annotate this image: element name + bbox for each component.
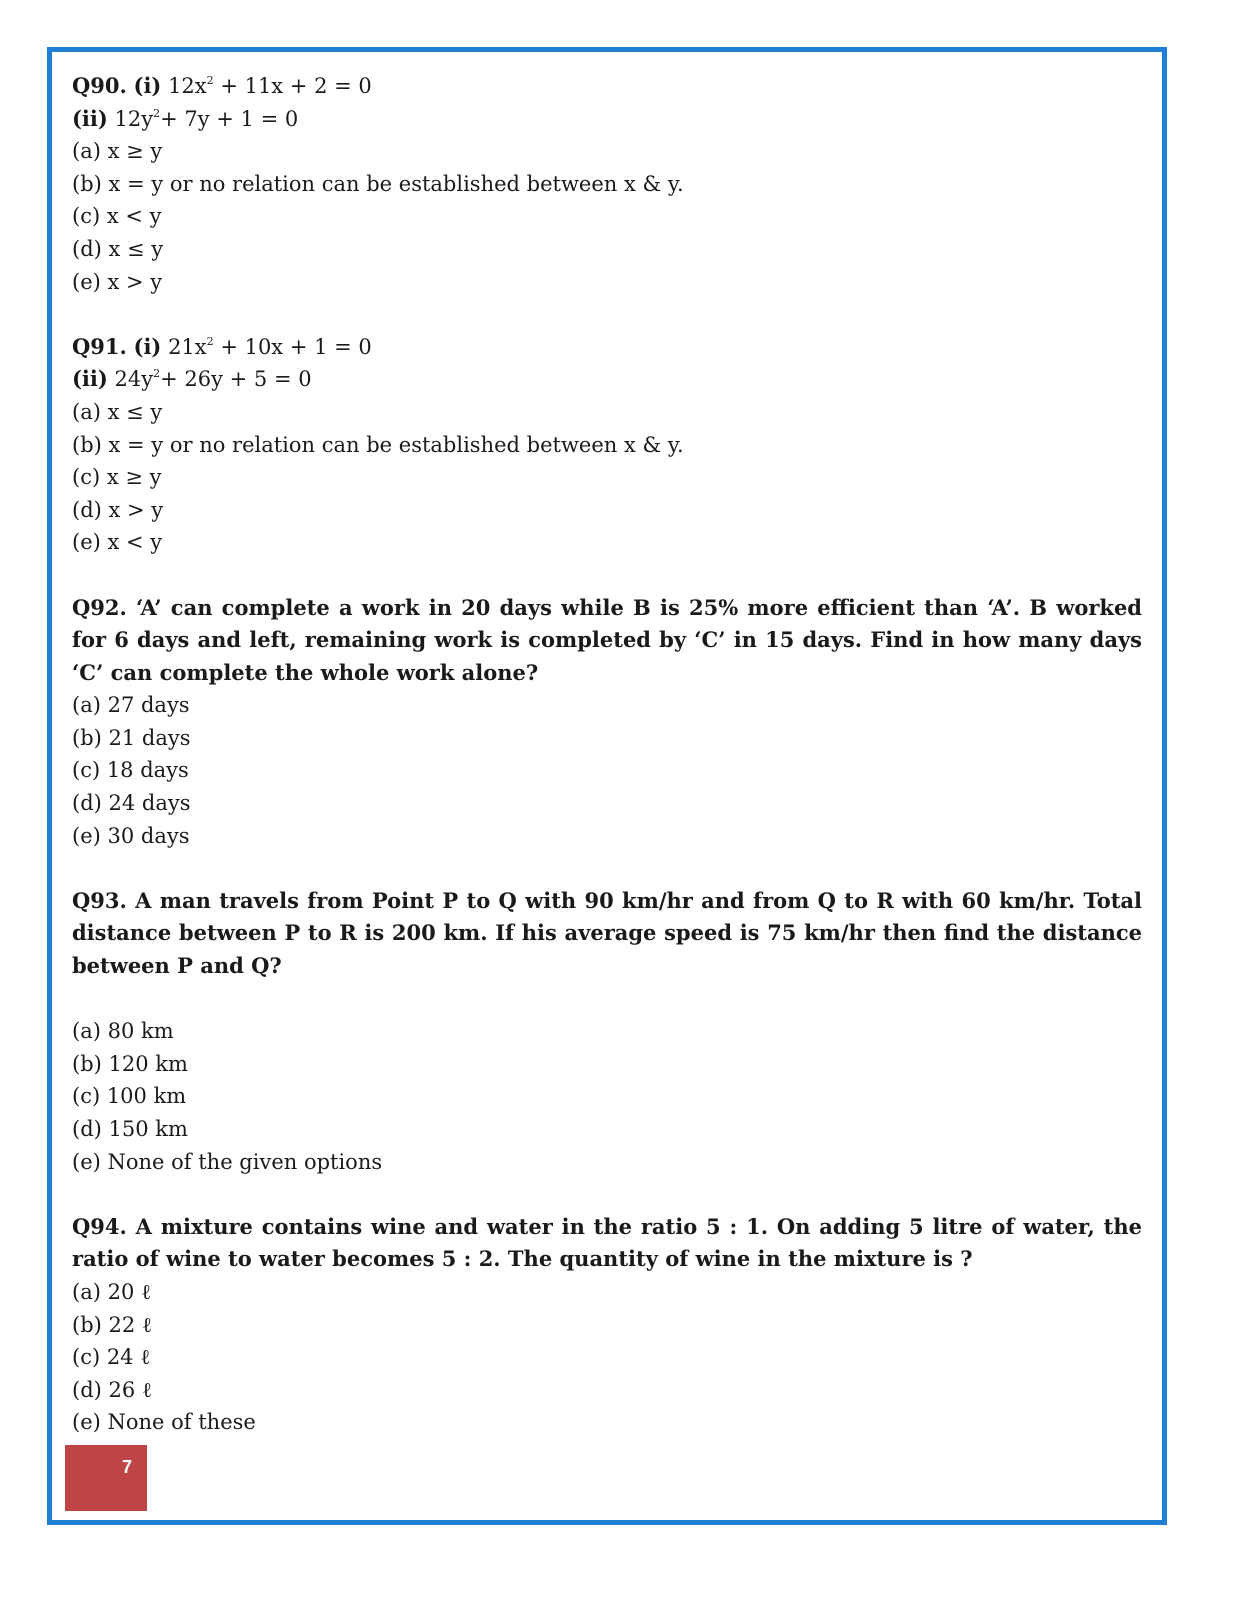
q91-option-a: (a) x ≤ y	[72, 399, 163, 424]
q91-eq2-label: (ii)	[72, 366, 108, 392]
q90-eq2-label: (ii)	[72, 105, 108, 131]
q91-equation-2	[72, 363, 1142, 396]
q90-eq2-term: 12y	[114, 106, 154, 131]
q90-eq1-label: (i)	[133, 73, 162, 98]
q90-eq2-exponent: 2	[153, 106, 161, 120]
q93-option-e: (e) None of the given options	[72, 1149, 383, 1174]
q94-text	[72, 1211, 1142, 1276]
question-90	[72, 70, 1142, 298]
q92-number: Q92.	[72, 594, 127, 620]
q94-option-a: (a) 20 ℓ	[72, 1279, 152, 1304]
q93-text	[72, 885, 1142, 983]
q94-prompt: A mixture contains wine and water in the ratio 5 : 1. On adding 5 litre of water, the ratio of wine to water becomes 5 : 2. The quantity of wine in the mixture is ?	[72, 1213, 1143, 1272]
q90-equation-1	[72, 70, 1142, 103]
q92-option-e: (e) 30 days	[72, 823, 190, 848]
question-93	[72, 885, 1142, 1178]
q90-eq1-term: 12x	[168, 74, 207, 98]
q93-option-d: (d) 150 km	[72, 1117, 188, 1141]
q93-option-a: (a) 80 km	[72, 1019, 174, 1044]
q92-text	[72, 592, 1142, 690]
q93-prompt: A man travels from Point P to Q with 90 km/hr and from Q to R with 60 km/hr. Total distance between P to R is 200 km. If his average speed is 75 km/hr then find the distance between P and Q?	[72, 887, 1142, 979]
page-number-box	[65, 1445, 147, 1511]
q94-number: Q94.	[72, 1213, 127, 1239]
question-94	[72, 1211, 1142, 1439]
q90-eq1-rest: + 11x + 2 = 0	[213, 74, 372, 98]
q93-option-c: (c) 100 km	[72, 1084, 187, 1109]
q92-option-c: (c) 18 days	[72, 758, 189, 783]
q93-option-b: (b) 120 km	[72, 1051, 188, 1076]
q91-equation-1	[72, 331, 1142, 364]
question-91	[72, 331, 1142, 559]
q91-option-e: (e) x < y	[72, 530, 163, 555]
q91-eq1-term: 21x	[168, 334, 207, 359]
q91-eq1-label: (i)	[133, 333, 162, 359]
q91-eq1-exponent: 2	[206, 334, 214, 348]
q90-option-b: (b) x = y or no relation can be established between x & y.	[72, 171, 684, 196]
page-number: 7	[122, 1457, 133, 1477]
q91-eq2-rest: + 26y + 5 = 0	[160, 367, 312, 392]
q94-option-e: (e) None of these	[72, 1410, 256, 1435]
q90-option-e: (e) x > y	[72, 269, 163, 294]
q94-option-d: (d) 26 ℓ	[72, 1377, 152, 1402]
q90-option-c: (c) x < y	[72, 204, 162, 229]
q91-number: Q91.	[72, 333, 127, 359]
q91-eq1-rest: + 10x + 1 = 0	[213, 334, 372, 359]
q92-option-b: (b) 21 days	[72, 725, 191, 750]
q92-prompt: ‘A’ can complete a work in 20 days while B is 25% more efficient than ‘A’. B worked for 6 days and left, remaining work is completed by ‘C’ in 15 days. Find in how many days ‘C’ can complete the whole work alone?	[72, 594, 1142, 685]
q90-eq2-rest: + 7y + 1 = 0	[160, 106, 299, 131]
q94-option-b: (b) 22 ℓ	[72, 1312, 152, 1337]
q90-equation-2	[72, 103, 1142, 136]
question-92	[72, 592, 1142, 853]
q90-number: Q90.	[72, 73, 127, 98]
q90-option-d: (d) x ≤ y	[72, 236, 164, 261]
q91-option-c: (c) x ≥ y	[72, 465, 162, 490]
q90-option-a: (a) x ≥ y	[72, 139, 163, 164]
q91-option-d: (d) x > y	[72, 497, 164, 522]
q90-eq1-exponent: 2	[206, 74, 214, 87]
q92-option-d: (d) 24 days	[72, 791, 191, 816]
q91-option-b: (b) x = y or no relation can be established between x & y.	[72, 432, 684, 457]
q93-number: Q93.	[72, 887, 127, 913]
q94-option-c: (c) 24 ℓ	[72, 1345, 151, 1370]
page-content	[72, 70, 1142, 1439]
q91-eq2-term: 24y	[114, 367, 154, 392]
q92-option-a: (a) 27 days	[72, 693, 190, 718]
q91-eq2-exponent: 2	[153, 367, 161, 381]
